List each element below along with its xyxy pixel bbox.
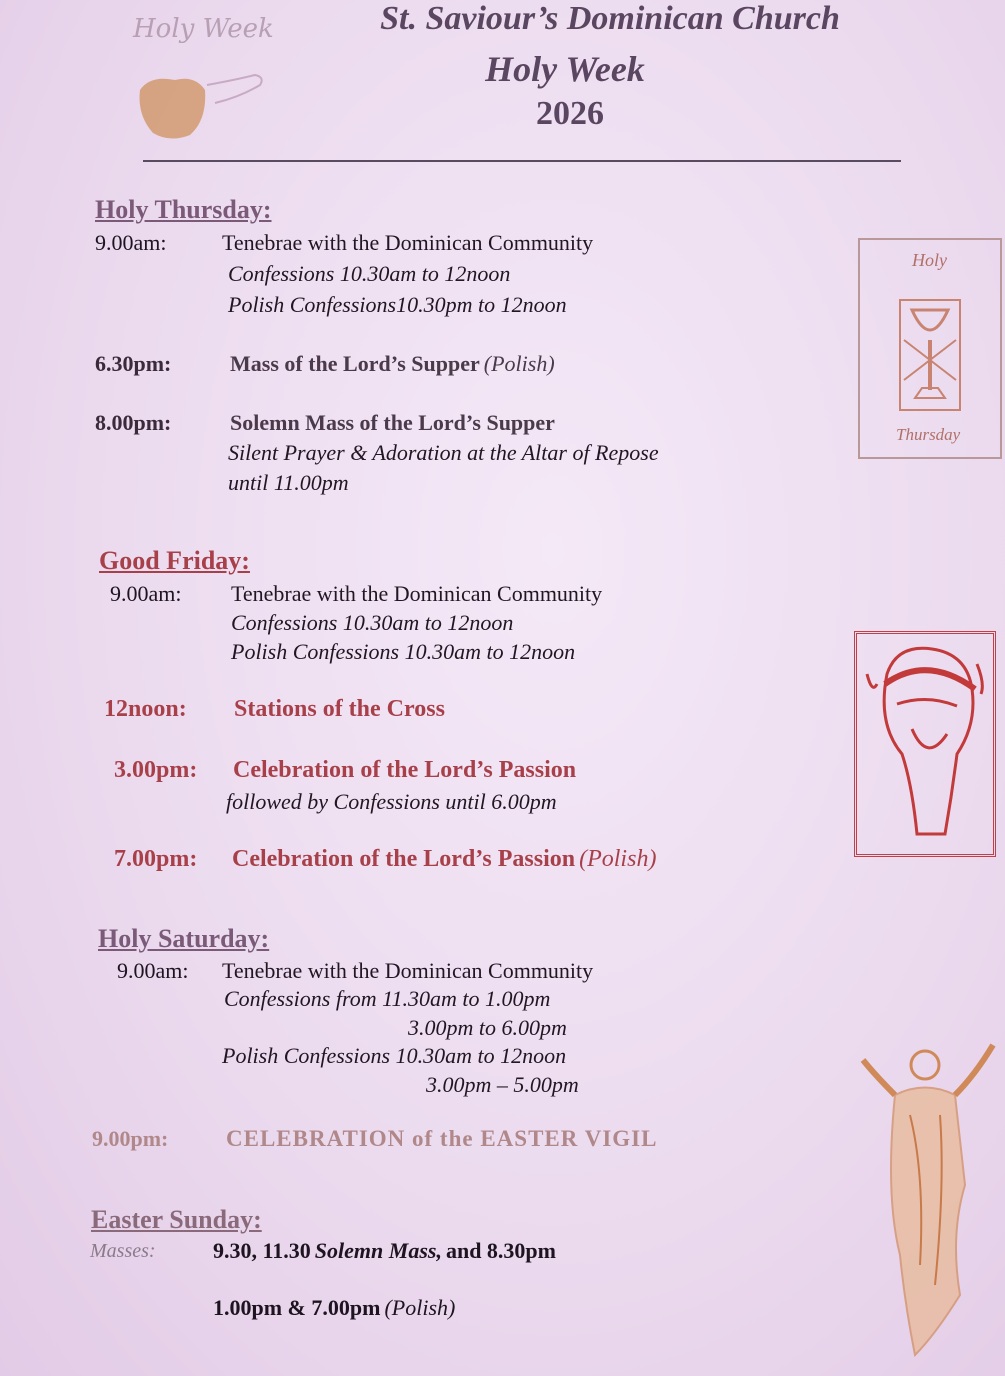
- friday-desc-4b: (Polish): [579, 846, 657, 872]
- thursday-desc-3a: Solemn Mass of the Lord’s Supper: [230, 410, 555, 435]
- saturday-desc-1e: 3.00pm – 5.00pm: [426, 1072, 579, 1097]
- header-divider: [143, 160, 901, 162]
- thursday-time-2: 6.30pm:: [95, 351, 172, 376]
- holy-thursday-image-bottom-label: Thursday: [896, 425, 961, 444]
- easter-line1b: Solemn Mass,: [314, 1238, 442, 1263]
- friday-desc-3b: followed by Confessions until 6.00pm: [226, 789, 557, 814]
- friday-time-1: 9.00am:: [110, 581, 182, 606]
- easter-line2b: (Polish): [384, 1295, 456, 1320]
- saturday-time-1: 9.00am:: [117, 958, 189, 983]
- easter-line1a: 9.30, 11.30: [213, 1238, 311, 1263]
- friday-desc-1b: Confessions 10.30am to 12noon: [231, 610, 514, 635]
- friday-desc-1a: Tenebrae with the Dominican Community: [231, 581, 603, 606]
- thursday-desc-1a: Tenebrae with the Dominican Community: [222, 230, 594, 255]
- holy-saturday-heading: Holy Saturday:: [98, 924, 270, 953]
- logo-text: Holy Week: [133, 14, 274, 44]
- easter-line1c: and 8.30pm: [445, 1238, 556, 1263]
- chalice-icon: [890, 280, 970, 420]
- friday-time-4: 7.00pm:: [114, 846, 198, 872]
- easter-masses-line-2: [213, 1295, 455, 1321]
- page-title: Holy Week: [485, 49, 645, 89]
- saturday-desc-2: CELEBRATION of the EASTER VIGIL: [226, 1126, 658, 1151]
- saturday-desc-1c: 3.00pm to 6.00pm: [408, 1015, 567, 1040]
- saturday-time-2: 9.00pm:: [92, 1126, 169, 1151]
- friday-desc-1c: Polish Confessions 10.30am to 12noon: [231, 639, 576, 664]
- masses-label: Masses:: [90, 1240, 156, 1262]
- easter-sunday-heading: Easter Sunday:: [91, 1205, 262, 1234]
- thursday-desc-3c: until 11.00pm: [228, 470, 349, 495]
- holy-thursday-image: [858, 238, 1002, 459]
- saturday-desc-1a: Tenebrae with the Dominican Community: [222, 958, 594, 983]
- thursday-desc-2b: (Polish): [483, 351, 555, 376]
- friday-desc-3a: Celebration of the Lord’s Passion: [233, 757, 577, 783]
- thursday-desc-2a: Mass of the Lord’s Supper: [230, 351, 480, 376]
- thursday-entry-2: [230, 351, 555, 377]
- thursday-desc-1c: Polish Confessions10.30pm to 12noon: [228, 292, 567, 317]
- christ-crown-of-thorns-image: [854, 631, 996, 857]
- friday-time-2: 12noon:: [104, 696, 187, 722]
- friday-desc-4a: Celebration of the Lord’s Passion: [232, 846, 576, 872]
- friday-entry-4: [232, 846, 656, 873]
- holy-thursday-image-top-label: Holy: [912, 250, 947, 270]
- easter-masses-line-1: [213, 1238, 556, 1264]
- church-name: St. Saviour’s Dominican Church: [380, 0, 840, 37]
- thursday-desc-1b: Confessions 10.30am to 12noon: [228, 261, 511, 286]
- thursday-desc-3b: Silent Prayer & Adoration at the Altar of Repose: [228, 440, 659, 465]
- friday-time-3: 3.00pm:: [114, 757, 198, 783]
- risen-christ-image: [855, 1035, 1000, 1365]
- thursday-time-3: 8.00pm:: [95, 410, 172, 435]
- easter-line2a: 1.00pm & 7.00pm: [213, 1295, 381, 1320]
- year: 2026: [536, 95, 604, 132]
- friday-desc-2: Stations of the Cross: [234, 696, 445, 722]
- saturday-desc-1b: Confessions from 11.30am to 1.00pm: [224, 986, 551, 1011]
- holy-week-logo: [115, 5, 285, 145]
- thursday-time-1: 9.00am:: [95, 230, 167, 255]
- saturday-desc-1d: Polish Confessions 10.30am to 12noon: [222, 1043, 567, 1068]
- good-friday-heading: Good Friday:: [99, 546, 250, 575]
- holy-thursday-heading: Holy Thursday:: [95, 195, 272, 224]
